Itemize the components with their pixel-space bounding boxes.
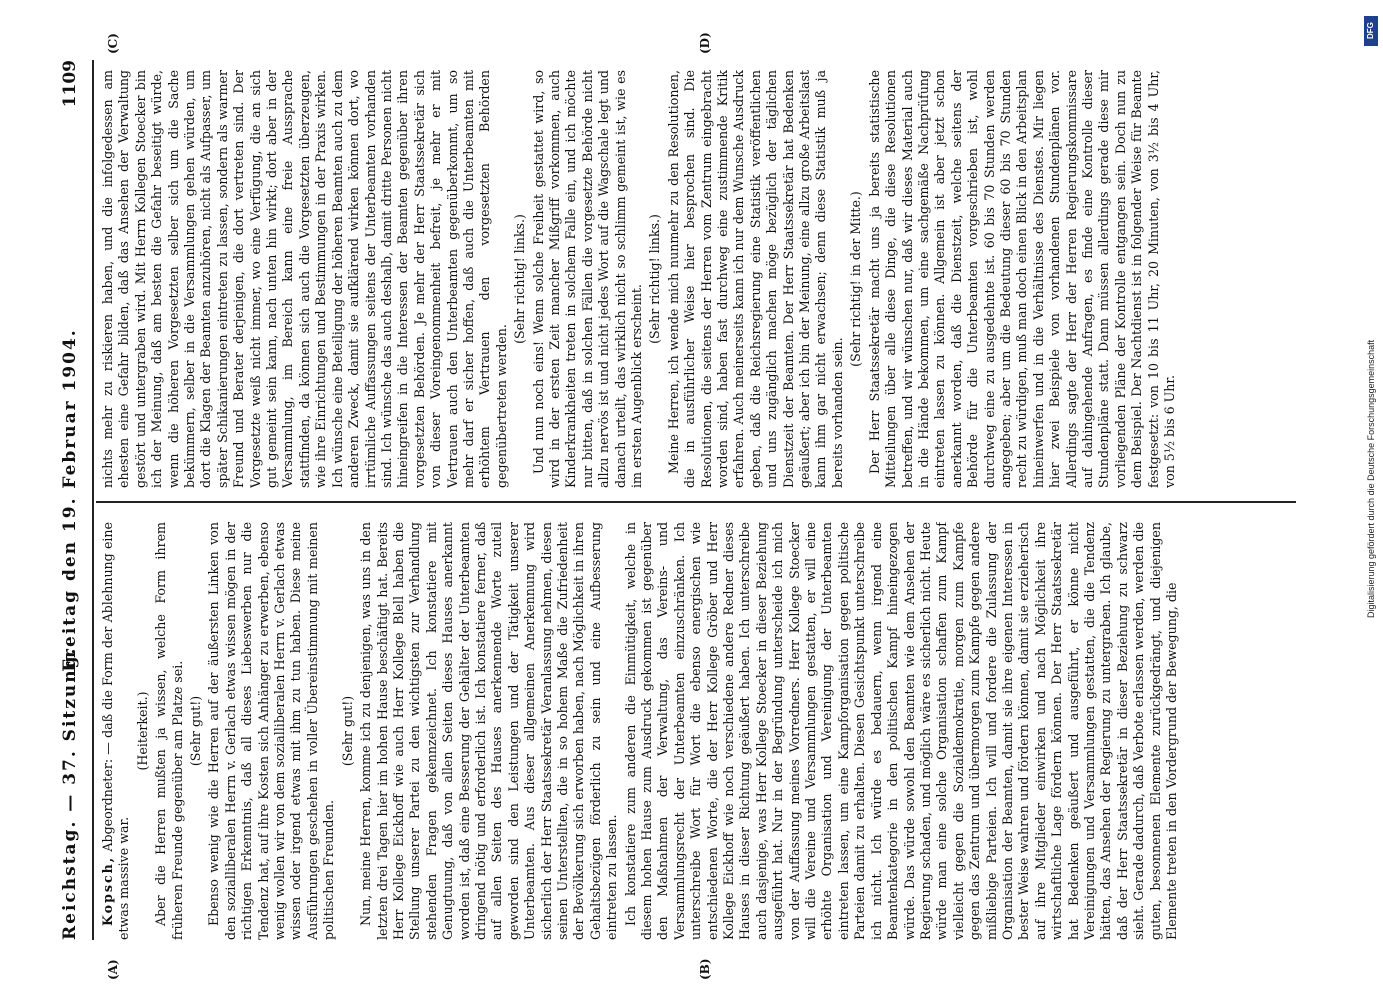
digitization-credit (1363, 8, 1379, 998)
left-paragraph-1 (100, 522, 133, 940)
left-paragraph-1-text: — daß die Form der Ablehnung eine etwas massive war. (100, 522, 132, 940)
left-note-2: (Sehr gut!) (188, 695, 204, 767)
column-rule (96, 502, 1296, 504)
header-date: Freitag den 19. Februar 1904. (60, 328, 80, 672)
left-paragraph-4: Nun, meine Herren, komme ich zu denjenigen, was uns in den letzten drei Tagen hier im hohen Hause beschäftigt hat. Bereits Herr Kollege Eickhoff wie auch Herr Kollege Blell haben die Stellung unserer Partei zu den wichtigsten zur Verhandlung stehenden Fragen gekennzeichnet. Ich konstatiere mit Genugtuung, daß von allen Seiten dieses Hauses anerkannt worden ist, daß eine Besserung der Gehälter der Unterbeamten dringend nötig und erforderlich ist. Ich konstatiere ferner, daß auf allen Seiten des Hauses anerkennende Worte zuteil geworden sind den Leistungen und der Tätigkeit unserer Unterbeamten. Aus dieser allgemeinen Anerkennung wird sicherlich der Herr Staatssekretär Veranlassung nehmen, diesen seinen Unterstellten, die in so hohem Maße die Zufriedenheit der Bevölkerung sich erworben haben, nach Möglichkeit in ihren Gehaltsbezügen förderlich zu sein und eine Aufbesserung eintreten zu lassen. (358, 522, 620, 940)
right-paragraph-3: Meine Herren, ich wende mich nunmehr zu den Resolutionen, die in ausführlicher Weise hier besprochen sind. Die Resolutionen, die seitens der Herren vom Zentrum eingebracht worden sind, haben fast durchweg eine zustimmende Kritik erfahren. Auch meinerseits kann ich nur dem Wunsche Ausdruck geben, daß die Reichsregierung eine Statistik veröffentlichen und uns zugänglich machen möge bezüglich der täglichen Dienstzeit der Beamten. Der Herr Staatssekretär hat Bedenken geäußert; aber ich bin der Meinung, eine allzu große Arbeitslast kann ihm gar nicht erwachsen; denn diese Statistik muß ja bereits vorhanden sein. (665, 70, 845, 488)
margin-marker-d: (D) (698, 32, 712, 54)
header-rule (92, 60, 94, 940)
page-header (58, 60, 88, 940)
left-note-1: (Heiterkeit.) (134, 691, 150, 771)
margin-marker-c: (C) (106, 33, 120, 54)
right-paragraph-1: nichts mehr zu riskieren haben, und die infolgedessen am ehesten eine Gefahr bilden, daß das Ansehen der Verwaltung gestört und untergraben wird. Mit Herrn Kollegen Stoecker bin ich der Meinung, daß am besten die Gefahr beseitigt würde, wenn die höheren Vorgesetzten selber sich um die Sache bekümmern, selber in die Versammlungen gehen würden, um dort die Klagen der Beamten anzuhören, nicht als Aufpasser, um später Schikanierungen eintreten zu lassen, sondern als warmer Freund und Berater derjenigen, die dort vertreten sind. Der Vorgesetzte weiß nicht immer, wo eine Verfügung, die an sich gut gemeint sein kann, nach unten hin wirkt; dort aber in der Versammlung, im Bereich kann eine freie Aussprache stattfinden, da können sich auch die Vorgesetzten überzeugen, wie ihre Einrichtungen und Bestimmungen in der Praxis wirken. Ich wünsche eine Beteiligung der höheren Beamten auch zu dem anderen Zweck, damit sie aufklärend wirken können dort, wo irrtümliche Auffassungen seitens der Unterbeamten vorhanden sind. Ich wünsche das auch deshalb, damit dritte Personen nicht hineingreifen in die Interessen der Beamten gegenüber ihren vorgesetzten Behörden. Je mehr der Herr Staatssekretär sich von dieser Voreingenommenheit befreit, je mehr er mit Vertrauen auch den Unterbeamten gegenüberkommt, um so mehr darf er sicher hoffen, daß auch die Unterbeamten mit erhöhtem Vertrauen den vorgesetzten Behörden gegenübertreten werden. (100, 70, 509, 488)
left-paragraph-3: Ebenso wenig wie die Herren auf der äußersten Linken von den sozialliberalen Herrn v. Gerlach etwas wissen mögen in der richtigen Erkenntnis, daß all dieses Liebeswerben nur die Tendenz hat, auf ihre Kosten sich Anhänger zu erwerben, ebenso wenig wollen wir von dem sozialliberalen Herrn v. Gerlach etwas wissen oder irgend etwas mit ihm zu tun haben. Diese meine Ausführungen geschehen in voller Übereinstimmung mit meinen politischen Freunden. (206, 522, 337, 940)
right-paragraph-4: Der Herr Staatssekretär macht uns ja bereits statistische Mitteilungen über alle diese Dinge, die diese Resolutionen betreffen, und wir wünschen nur, daß wir dieses Material auch in die Hände bekommen, um eine sachgemäße Nachprüfung eintreten lassen zu können. Allgemein ist aber jetzt schon anerkannt worden, daß die Dienstzeit, welche seitens der Behörde für die Unterbeamten vorgeschrieben ist, wohl durchweg eine zu ausgedehnte ist. 60 bis 70 Stunden werden angegeben; aber um die Bedeutung dieser 60 bis 70 Stunden recht zu würdigen, muß man doch einen Blick in den Arbeitsplan hineinwerfen und in die Verhältnisse des Dienstes. Mir liegen hier zwei Beispiele von vorhandenen Stundenplänen vor. Allerdings sagte der Herr der Herren Regierungskommissare auf dahingehende Anfragen, es finde eine Kontrolle dieser Stundenpläne statt. Dann müssen allerdings gerade diese mir vorliegenden Pläne der Kontrolle entgangen sein. Doch nun zu dem Beispiel. Der Nachtdienst ist in folgender Weise für Beamte festgesetzt: von 10 bis 11 Uhr, 20 Minuten, von 3½ bis 4 Uhr, von 5½ bis 6 Uhr. (866, 70, 1177, 488)
left-column (100, 522, 1280, 940)
left-note-3: (Sehr gut!) (339, 695, 355, 767)
dfg-logo: DFG (1364, 16, 1378, 46)
right-note-2: (Sehr richtig! links.) (647, 214, 663, 344)
header-session: Reichstag. — 37. Sitzung. (60, 646, 80, 940)
left-paragraph-5: Ich konstatiere zum anderen die Einmütigkeit, welche in diesem hohen Hause zum Ausdruck gekommen ist gegenüber den Maßnahmen der Verwaltung, das Vereins- und Versammlungsrecht der Unterbeamten einzuschränken. Ich unterschreibe Wort für Wort die ebenso energischen wie entschiedenen Worte, die der Herr Kollege Gröber und Herr Kollege Eickhoff wie noch verschiedene andere Redner dieses Hauses in dieser Richtung geäußert haben. Ich unterschreibe auch dasjenige, was Herr Kollege Stoecker in dieser Beziehung ausgeführt hat. Nur in der Begründung unterscheide ich mich von der Auffassung meines Vorredners. Herr Kollege Stoecker will die Vereine und Versammlungen gestatten, er will eine erhöhte Organisation und Vereinigung der Unterbeamten eintreten lassen, um eine Kampforganisation gegen politische Parteien damit zu erhalten. Diesen Gesichtspunkt unterschreibe ich nicht. Ich würde es bedauern, wenn irgend eine Beamtenkategorie in den politischen Kampf hineingezogen würde. Das würde sowohl den Beamten wie dem Ansehen der Regierung schaden, und möglich wäre es sicherlich nicht. Heute würde man eine solche Organisation schaffen zum Kampf vielleicht gegen die Sozialdemokratie, morgen zum Kampfe gegen das Zentrum und übermorgen zum Kampfe gegen andere mißliebige Parteien. Ich will und fordere die Zulassung der Organisation der Beamten, damit sie ihre eigenen Interessen in bester Weise wahren und fördern können, damit sie erzieherisch auf ihre Mitglieder einwirken und nach Möglichkeit ihre wirtschaftliche Lage fördern können. Der Herr Staatssekretär hat Bedenken geäußert und ausgeführt, er könne nicht Vereinigungen und Versammlungen gestatten, die die Tendenz hätten, das Ansehen der Regierung zu untergraben. Ich glaube, daß der Herr Staatssekretär in dieser Beziehung zu schwarz sieht. Gerade dadurch, daß Verbote erlassen werden, werden die guten, besonnenen Elemente zurückgedrängt, und diejenigen Elemente treten in den Vordergrund der Bewegung, die (622, 522, 1179, 940)
left-paragraph-2: Aber die Herren mußten ja wissen, welche Form ihrem früheren Freunde gegenüber am Platze sei. (153, 522, 185, 940)
right-note-3: (Sehr richtig! in der Mitte.) (848, 191, 864, 367)
speaker-name: Kopsch, (100, 855, 115, 926)
digitization-credit-text: Digitalisierung gefördert durch die Deutsche Forschungsgemeinschaft (1366, 339, 1376, 618)
page (58, 32, 1298, 980)
right-column (100, 70, 1280, 488)
page-number: 1109 (60, 60, 80, 108)
right-paragraph-2: Und nun noch eins! Wenn solche Freiheit gestattet wird, so wird in der ersten Zeit mancher Mißgriff vorkommen, auch Kinderkrankheiten treten in solchem Falle ein, und ich möchte nur bitten, daß in solchen Fällen die vorgesetzte Behörde nicht allzu nervös ist und nicht jedes Wort auf die Wagschale legt und danach urteilt, das wirklich nicht so schlimm gemeint ist, wie es im ersten Augenblick erscheint. (530, 70, 644, 488)
speaker-role: Abgeordneter: (100, 758, 115, 852)
right-note-1: (Sehr richtig! links.) (512, 214, 528, 344)
margin-marker-a: (A) (106, 959, 120, 980)
margin-marker-b: (B) (698, 958, 712, 980)
